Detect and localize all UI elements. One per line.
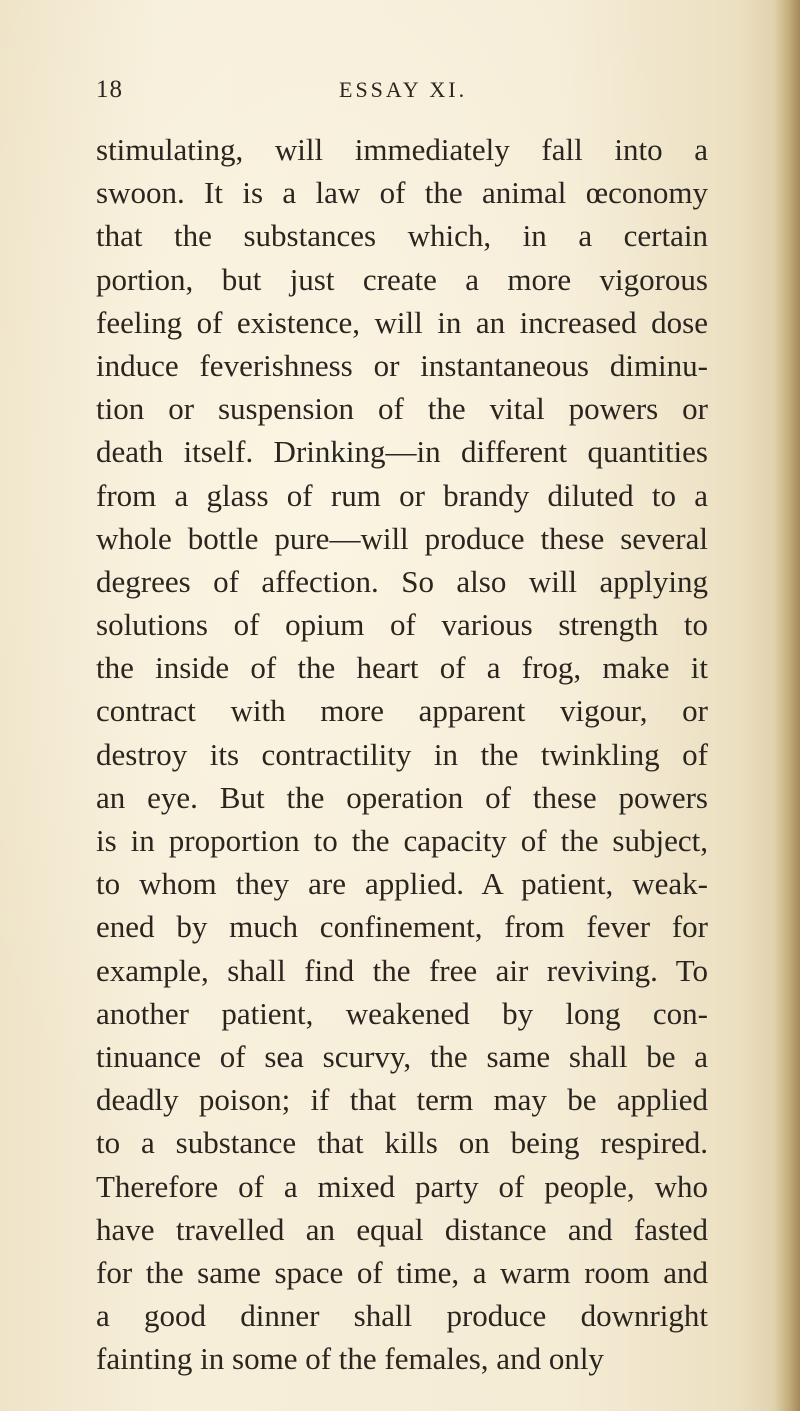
text-line: feeling of existence, will in an increased dose	[96, 304, 708, 340]
text-line: another patient, weakened by long con-	[96, 995, 708, 1031]
text-line: swoon. It is a law of the animal œconomy	[96, 175, 708, 211]
text-line: that the substances which, in a certain	[96, 218, 708, 254]
text-line: induce feverishness or instantaneous diminu-	[96, 347, 708, 383]
page-number: 18	[96, 76, 123, 103]
text-line: to a substance that kills on being respired.	[96, 1125, 708, 1161]
text-line: death itself. Drinking—in different quantities	[96, 434, 708, 470]
text-line: contract with more apparent vigour, or	[96, 693, 708, 729]
text-line: Therefore of a mixed party of people, who	[96, 1168, 708, 1204]
text-line: destroy its contractility in the twinkling of	[96, 736, 708, 772]
text-line: whole bottle pure—will produce these several	[96, 520, 708, 556]
text-line: from a glass of rum or brandy diluted to a	[96, 477, 708, 513]
text-line: deadly poison; if that term may be applied	[96, 1082, 708, 1118]
text-line: an eye. But the operation of these powers	[96, 779, 708, 815]
text-line: solutions of opium of various strength to	[96, 607, 708, 643]
page-header	[96, 76, 696, 112]
text-line: to whom they are applied. A patient, weak-	[96, 866, 708, 902]
running-head: ESSAY XI.	[339, 77, 468, 102]
text-line: is in proportion to the capacity of the subject,	[96, 823, 708, 858]
text-line: for the same space of time, a warm room and	[96, 1254, 708, 1290]
text-line: example, shall find the free air reviving. To	[96, 952, 708, 988]
text-line: degrees of affection. So also will applying	[96, 563, 708, 599]
text-line: tion or suspension of the vital powers or	[96, 391, 708, 427]
body-text	[96, 128, 708, 1380]
text-line: tinuance of sea scurvy, the same shall be a	[96, 1038, 708, 1074]
text-line: the inside of the heart of a frog, make it	[96, 650, 708, 686]
text-line: portion, but just create a more vigorous	[96, 261, 708, 297]
page-edge-shadow	[774, 0, 800, 1411]
text-line: have travelled an equal distance and fasted	[96, 1211, 708, 1247]
text-line: stimulating, will immediately fall into a	[96, 132, 708, 167]
text-line: a good dinner shall produce downright	[96, 1298, 708, 1334]
text-line: ened by much confinement, from fever for	[96, 909, 708, 945]
text-line: fainting in some of the females, and only	[96, 1341, 604, 1377]
